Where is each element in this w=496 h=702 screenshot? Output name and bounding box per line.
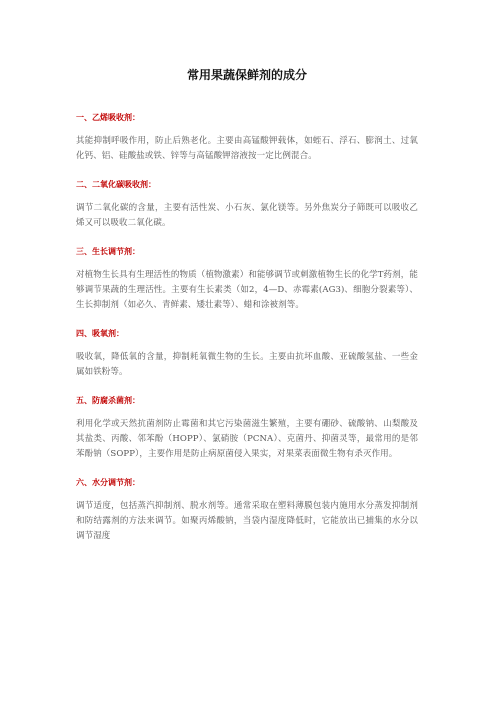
section-ethylene-absorbent: [76, 113, 418, 164]
document-title: 常用果蔬保鲜剂的成分: [186, 68, 307, 82]
section-body: 对植物生长具有生理活性的物质（植物激素）和能够调节或刺激植物生长的化学T药剂，能够调节果蔬的生理活性。主要有生长素类（如2，4—D、赤霉素(AG3)、细胞分裂素等）、生长抑制剂（如必久、青鲜素、矮壮素等）、蜡和涂被剂等。: [76, 270, 418, 310]
section-heading: 二、二氧化碳吸收剂：: [76, 180, 156, 189]
section-heading: 一、乙烯吸收剂：: [76, 113, 140, 122]
section-oxygen-absorbent: [76, 329, 418, 380]
section-body: 调节二氧化碳的含量，主要有活性炭、小石灰、氯化镁等。另外焦炭分子筛既可以吸收乙烯又可以吸收二氧化碳。: [76, 203, 418, 228]
section-growth-regulator: [76, 247, 418, 313]
section-body: 吸收氧，降低氧的含量，抑制耗氧微生物的生长。主要由抗坏血酸、亚硫酸氢盐、一些金属如铁粉等。: [76, 352, 418, 377]
section-moisture-regulator: [76, 478, 418, 544]
section-heading: 六、水分调节剂：: [76, 478, 140, 487]
section-body: 其能抑制呼吸作用，防止后熟老化。主要由高锰酸钾载体，如蛭石、浮石、膨润土、过氧化钙、铝、硅酸盐或铁、锌等与高锰酸钾溶液按一定比例混合。: [76, 136, 418, 161]
section-heading: 五、防腐杀菌剂：: [76, 396, 140, 405]
section-body: 调节适度，包括蒸汽抑制剂、脱水剂等。通常采取在塑料薄膜包装内施用水分蒸发抑制剂和防结露剂的方法来调节。如聚丙烯酸钠，当袋内湿度降低时，它能放出已捕集的水分以调节湿度: [76, 501, 418, 541]
section-heading: 三、生长调节剂：: [76, 247, 140, 256]
section-heading: 四、吸氧剂：: [76, 329, 124, 338]
section-co2-absorbent: [76, 180, 418, 231]
section-body: 利用化学或天然抗菌剂防止霉菌和其它污染菌滋生繁殖，主要有硼砂、硫酸钠、山梨酸及其盐类、丙酸、邻苯酚（HOPP）、氯硝胺（PCNA）、克菌丹、抑菌灵等，最常用的是邻苯酚钠（SOPP），主要作用是防止病原菌侵入果实，对果菜表面微生物有杀灭作用。: [76, 419, 418, 459]
section-preservative-fungicide: [76, 396, 418, 462]
